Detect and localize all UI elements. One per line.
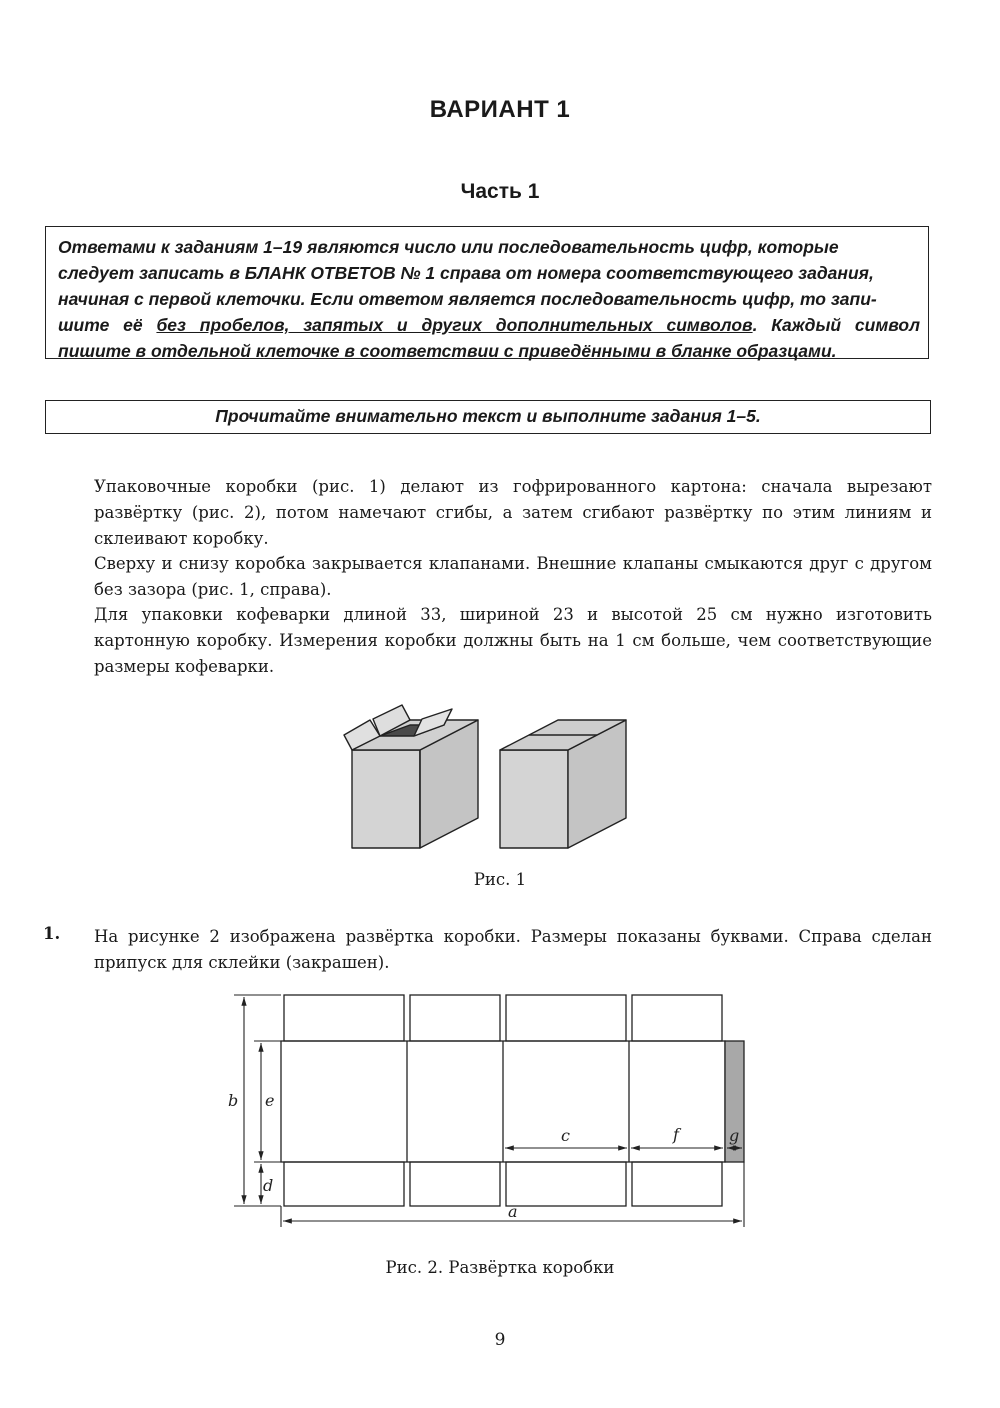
bottom-flap [410,1162,500,1206]
page-number: 9 [494,1330,506,1350]
instructions-line: начиная с первой клеточки. Если ответом является последовательность цифр, то запи- [58,289,877,309]
text-paragraph-2: Сверху и снизу коробка закрывается клапанами. Внешние клапаны смыкаются друг с другом без зазора (рис. 1, справа). [94,554,932,599]
top-flap [506,995,626,1041]
label-a: a [508,1202,518,1221]
instructions-text: . Каждый символ [752,315,920,335]
closed-box-illustration [500,720,626,848]
instructions-line: следует записать в БЛАНК ОТВЕТОВ № 1 справа от номера соответствующего задания, [58,263,874,283]
part-title: Часть 1 [460,180,540,203]
instructions-emphasis: без пробелов, запятых и других дополнительных символов [156,315,753,335]
task-number: 1. [43,924,61,943]
figure-1-boxes [340,695,660,855]
instructions-box [45,226,929,359]
bottom-flap [506,1162,626,1206]
label-d: d [263,1176,274,1195]
instructions-line [58,312,920,338]
read-prompt-box: Прочитайте внимательно текст и выполните задания 1–5. [45,400,931,434]
text-paragraph-3: Для упаковки кофеварки длиной 33, шириной 23 и высотой 25 см нужно изготовить картонную коробку. Измерения коробки должны быть на 1 см больше, чем соответствующие размеры кофеварки. [94,605,932,676]
open-box-illustration [344,705,478,848]
bottom-flap [632,1162,722,1206]
instructions-line: Ответами к заданиям 1–19 являются число или последовательность цифр, которые [58,237,839,257]
top-flap [410,995,500,1041]
label-f: f [673,1125,679,1144]
instructions-text: шите её [58,315,157,335]
top-flap [284,995,404,1041]
label-e: e [265,1091,275,1110]
figure-2-caption: Рис. 2. Развёртка коробки [385,1258,615,1277]
variant-title: ВАРИАНТ 1 [429,96,571,123]
text-paragraph-1: Упаковочные коробки (рис. 1) делают из гофрированного картона: сначала вырезают развёртку (рис. 2), потом намечают сгибы, а затем сгибают развёртку по этим линиям и склеивают коробку. [94,477,932,548]
label-b: b [228,1091,239,1110]
task-1-text: На рисунке 2 изображена развёртка коробки. Размеры показаны буквами. Справа сделан припуск для склейки (закрашен). [94,927,932,972]
label-g: g [729,1126,740,1145]
top-flap [632,995,722,1041]
label-c: c [561,1126,570,1145]
bottom-flap [284,1162,404,1206]
figure-2-box-net [220,985,760,1230]
figure-1-caption: Рис. 1 [473,870,527,889]
instructions-line: пишите в отдельной клеточке в соответствии с приведёнными в бланке образцами. [58,341,837,361]
